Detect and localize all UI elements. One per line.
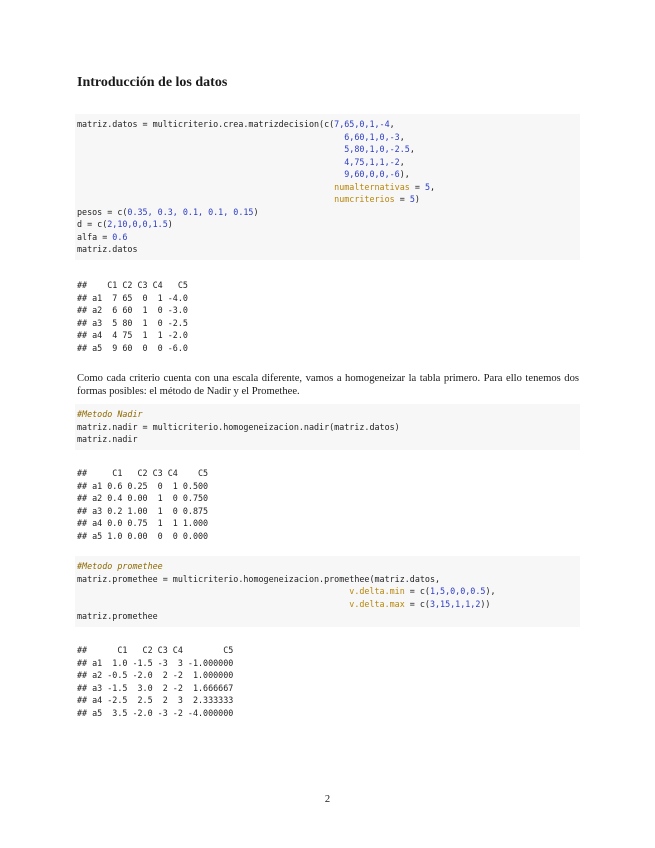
output-matriz-promethee [77,644,233,719]
output-row: ## a5 1.0 0.00 0 0 0.000 [77,530,209,541]
output-row: ## a2 0.4 0.00 1 0 0.750 [77,493,209,503]
output-row: ## a3 5 80 1 0 -2.5 [77,317,188,328]
output-row: ## a3 0.2 1.00 1 0 0.875 [77,505,209,516]
output-row: ## a4 0.0 0.75 1 1 1.000 [77,518,209,528]
code-text: #Metodo Nadir matriz.nadir = multicriterio.homogeneizacion.nadir(matriz.datos) matriz.nadir [77,409,400,444]
page-number: 2 [324,794,331,805]
output-row: ## a2 -0.5 -2.0 2 -2 1.000000 [77,670,234,680]
output-text [77,279,188,354]
output-row: ## a4 4 75 1 1 -2.0 [77,330,188,340]
output-text [77,644,233,719]
output-row: ## C1 C2 C3 C4 C5 [77,645,234,655]
section-title: Introducción de los datos [77,75,228,90]
code-text: #Metodo promethee matriz.promethee = multicriterio.homogeneizacion.promethee(matriz.datos, v.delta.min = c(1,5,0,0,0.5), v.delta.max = c(3,15,1,1,2)) matriz.promethee [77,561,496,621]
output-row: ## a2 6 60 1 0 -3.0 [77,305,188,315]
code-comment: #Metodo Nadir [77,409,143,419]
output-row: ## C1 C2 C3 C4 C5 [77,280,188,290]
output-matriz-datos [77,279,188,354]
code-comment: #Metodo promethee [77,561,163,571]
code-chunk-promethee [75,556,580,627]
output-row: ## a3 -1.5 3.0 2 -2 1.666667 [77,682,234,693]
output-row: ## a4 -2.5 2.5 2 3 2.333333 [77,695,234,705]
code-text: matriz.datos = multicriterio.crea.matrizdecision(c(7,65,0,1,-4, 6,60,1,0,-3, 5,80,1,0,-2.5, 4,75,1,1,-2, 9,60,0,0,-6), numalternativas = 5, numcriterios = 5) pesos = c(0.35, 0.3, 0.1, 0.1, 0.15) d = c(2,10,0,0,1.5) alfa = 0.6 matriz.datos [77,119,436,254]
output-text [77,467,208,542]
output-row: ## a1 0.6 0.25 0 1 0.500 [77,480,209,491]
code-chunk-crear-matriz [75,114,580,260]
output-row: ## a5 3.5 -2.0 -3 -2 -4.000000 [77,707,234,718]
output-matriz-nadir [77,467,208,542]
output-row: ## C1 C2 C3 C4 C5 [77,468,209,478]
output-row: ## a1 1.0 -1.5 -3 3 -1.000000 [77,657,234,668]
output-row: ## a1 7 65 0 1 -4.0 [77,292,188,303]
output-row: ## a5 9 60 0 0 -6.0 [77,342,188,353]
body-paragraph: Como cada criterio cuenta con una escala diferente, vamos a homogeneizar la tabla primero. Para ello tenemos dos formas posibles: el método de Nadir y el Promethee. [77,373,579,397]
code-chunk-nadir [75,404,580,450]
